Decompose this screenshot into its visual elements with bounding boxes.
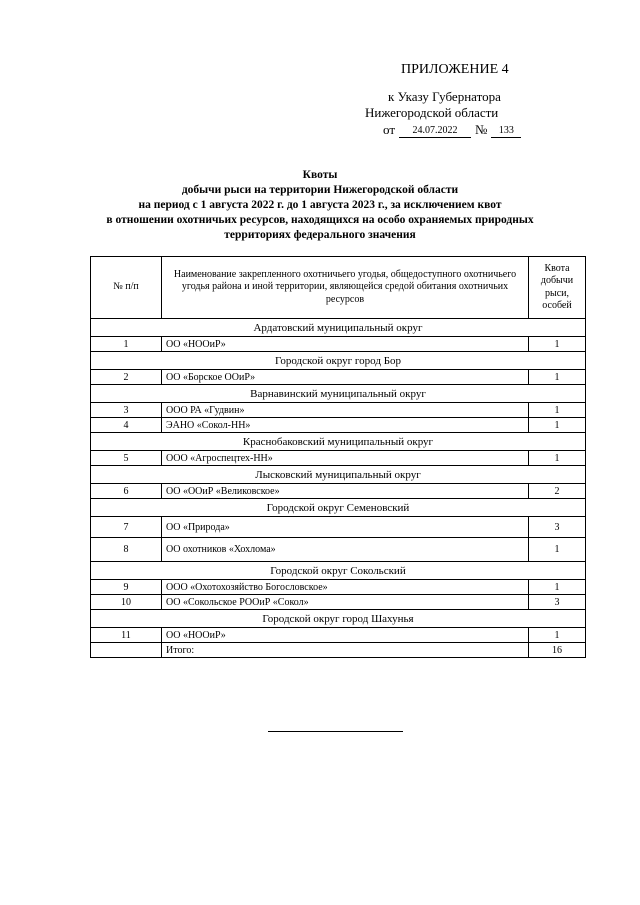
row-name: ОО «ООиР «Великовское» [162,484,529,499]
group-title: Городской округ Семеновский [91,499,586,517]
row-quota: 3 [529,517,586,538]
heading-line: добычи рыси на территории Нижегородской области [181,184,459,196]
table-row [91,370,586,385]
group-row [91,352,586,370]
header-name: Наименование закрепленного охотничьего угодья, общедоступного охотничьего угодья района и иной территории, являющейся средой обитания охотничьих ресурсов [162,257,529,319]
row-name: ОО охотников «Хохлома» [162,538,529,562]
row-name: ОО «НООиР» [162,628,529,643]
table-header-row [91,257,586,319]
total-value: 16 [529,643,586,658]
group-row [91,319,586,337]
table-row [91,580,586,595]
row-num: 5 [91,451,162,466]
row-name: ОО «Сокольское РООиР «Сокол» [162,595,529,610]
row-name: ОО «Природа» [162,517,529,538]
appendix-region-line: Нижегородской области [365,105,499,120]
appendix-title: ПРИЛОЖЕНИЕ 4 [401,62,509,77]
total-label: Итого: [162,643,529,658]
table-row [91,538,586,562]
table-row [91,337,586,352]
row-name: ОО «НООиР» [162,337,529,352]
row-num: 3 [91,403,162,418]
row-num: 4 [91,418,162,433]
group-row [91,610,586,628]
row-name: ООО «Охотохозяйство Богословское» [162,580,529,595]
document-heading [60,168,580,243]
row-quota: 1 [529,451,586,466]
row-quota: 1 [529,580,586,595]
group-title: Краснобаковский муниципальный округ [91,433,586,451]
row-num: 7 [91,517,162,538]
from-label: от [383,122,396,137]
group-row [91,385,586,403]
row-num: 9 [91,580,162,595]
row-quota: 3 [529,595,586,610]
group-title: Городской округ город Шахунья [91,610,586,628]
table-row [91,628,586,643]
table-row [91,484,586,499]
quota-table [90,256,586,658]
group-title: Городской округ Сокольский [91,562,586,580]
row-quota: 1 [529,628,586,643]
row-quota: 2 [529,484,586,499]
row-name: ОО «Борское ООиР» [162,370,529,385]
table-row [91,595,586,610]
total-row [91,643,586,658]
heading-line: в отношении охотничьих ресурсов, находящихся на особо охраняемых природных [106,214,534,226]
row-num: 8 [91,538,162,562]
row-num: 2 [91,370,162,385]
row-num: 11 [91,628,162,643]
decree-date: 24.07.2022 [399,125,471,138]
appendix-block [0,0,640,150]
bottom-rule [268,731,403,732]
group-row [91,562,586,580]
table-row [91,517,586,538]
number-label: № [475,122,488,137]
heading-line: на период с 1 августа 2022 г. до 1 августа 2023 г., за исключением квот [138,199,502,211]
group-title: Городской округ город Бор [91,352,586,370]
total-empty-cell [91,643,162,658]
row-quota: 1 [529,403,586,418]
header-quota: Квота добычи рыси, особей [529,257,586,319]
table-body [91,319,586,658]
group-title: Варнавинский муниципальный округ [91,385,586,403]
appendix-decree-line: к Указу Губернатора [388,89,501,104]
row-name: ЭАНО «Сокол-НН» [162,418,529,433]
appendix-date-number-line [383,122,525,138]
row-name: ООО РА «Гудвин» [162,403,529,418]
row-num: 10 [91,595,162,610]
group-row [91,433,586,451]
group-title: Лысковский муниципальный округ [91,466,586,484]
row-num: 6 [91,484,162,499]
header-num: № п/п [91,257,162,319]
row-quota: 1 [529,337,586,352]
heading-title: Квоты [302,169,338,181]
table-row [91,403,586,418]
row-quota: 1 [529,418,586,433]
group-row [91,466,586,484]
table-row [91,418,586,433]
row-quota: 1 [529,538,586,562]
table-row [91,451,586,466]
row-num: 1 [91,337,162,352]
group-title: Ардатовский муниципальный округ [91,319,586,337]
group-row [91,499,586,517]
heading-line: территориях федерального значения [224,229,416,241]
row-quota: 1 [529,370,586,385]
decree-number: 133 [491,125,521,138]
row-name: ООО «Агроспецтех-НН» [162,451,529,466]
